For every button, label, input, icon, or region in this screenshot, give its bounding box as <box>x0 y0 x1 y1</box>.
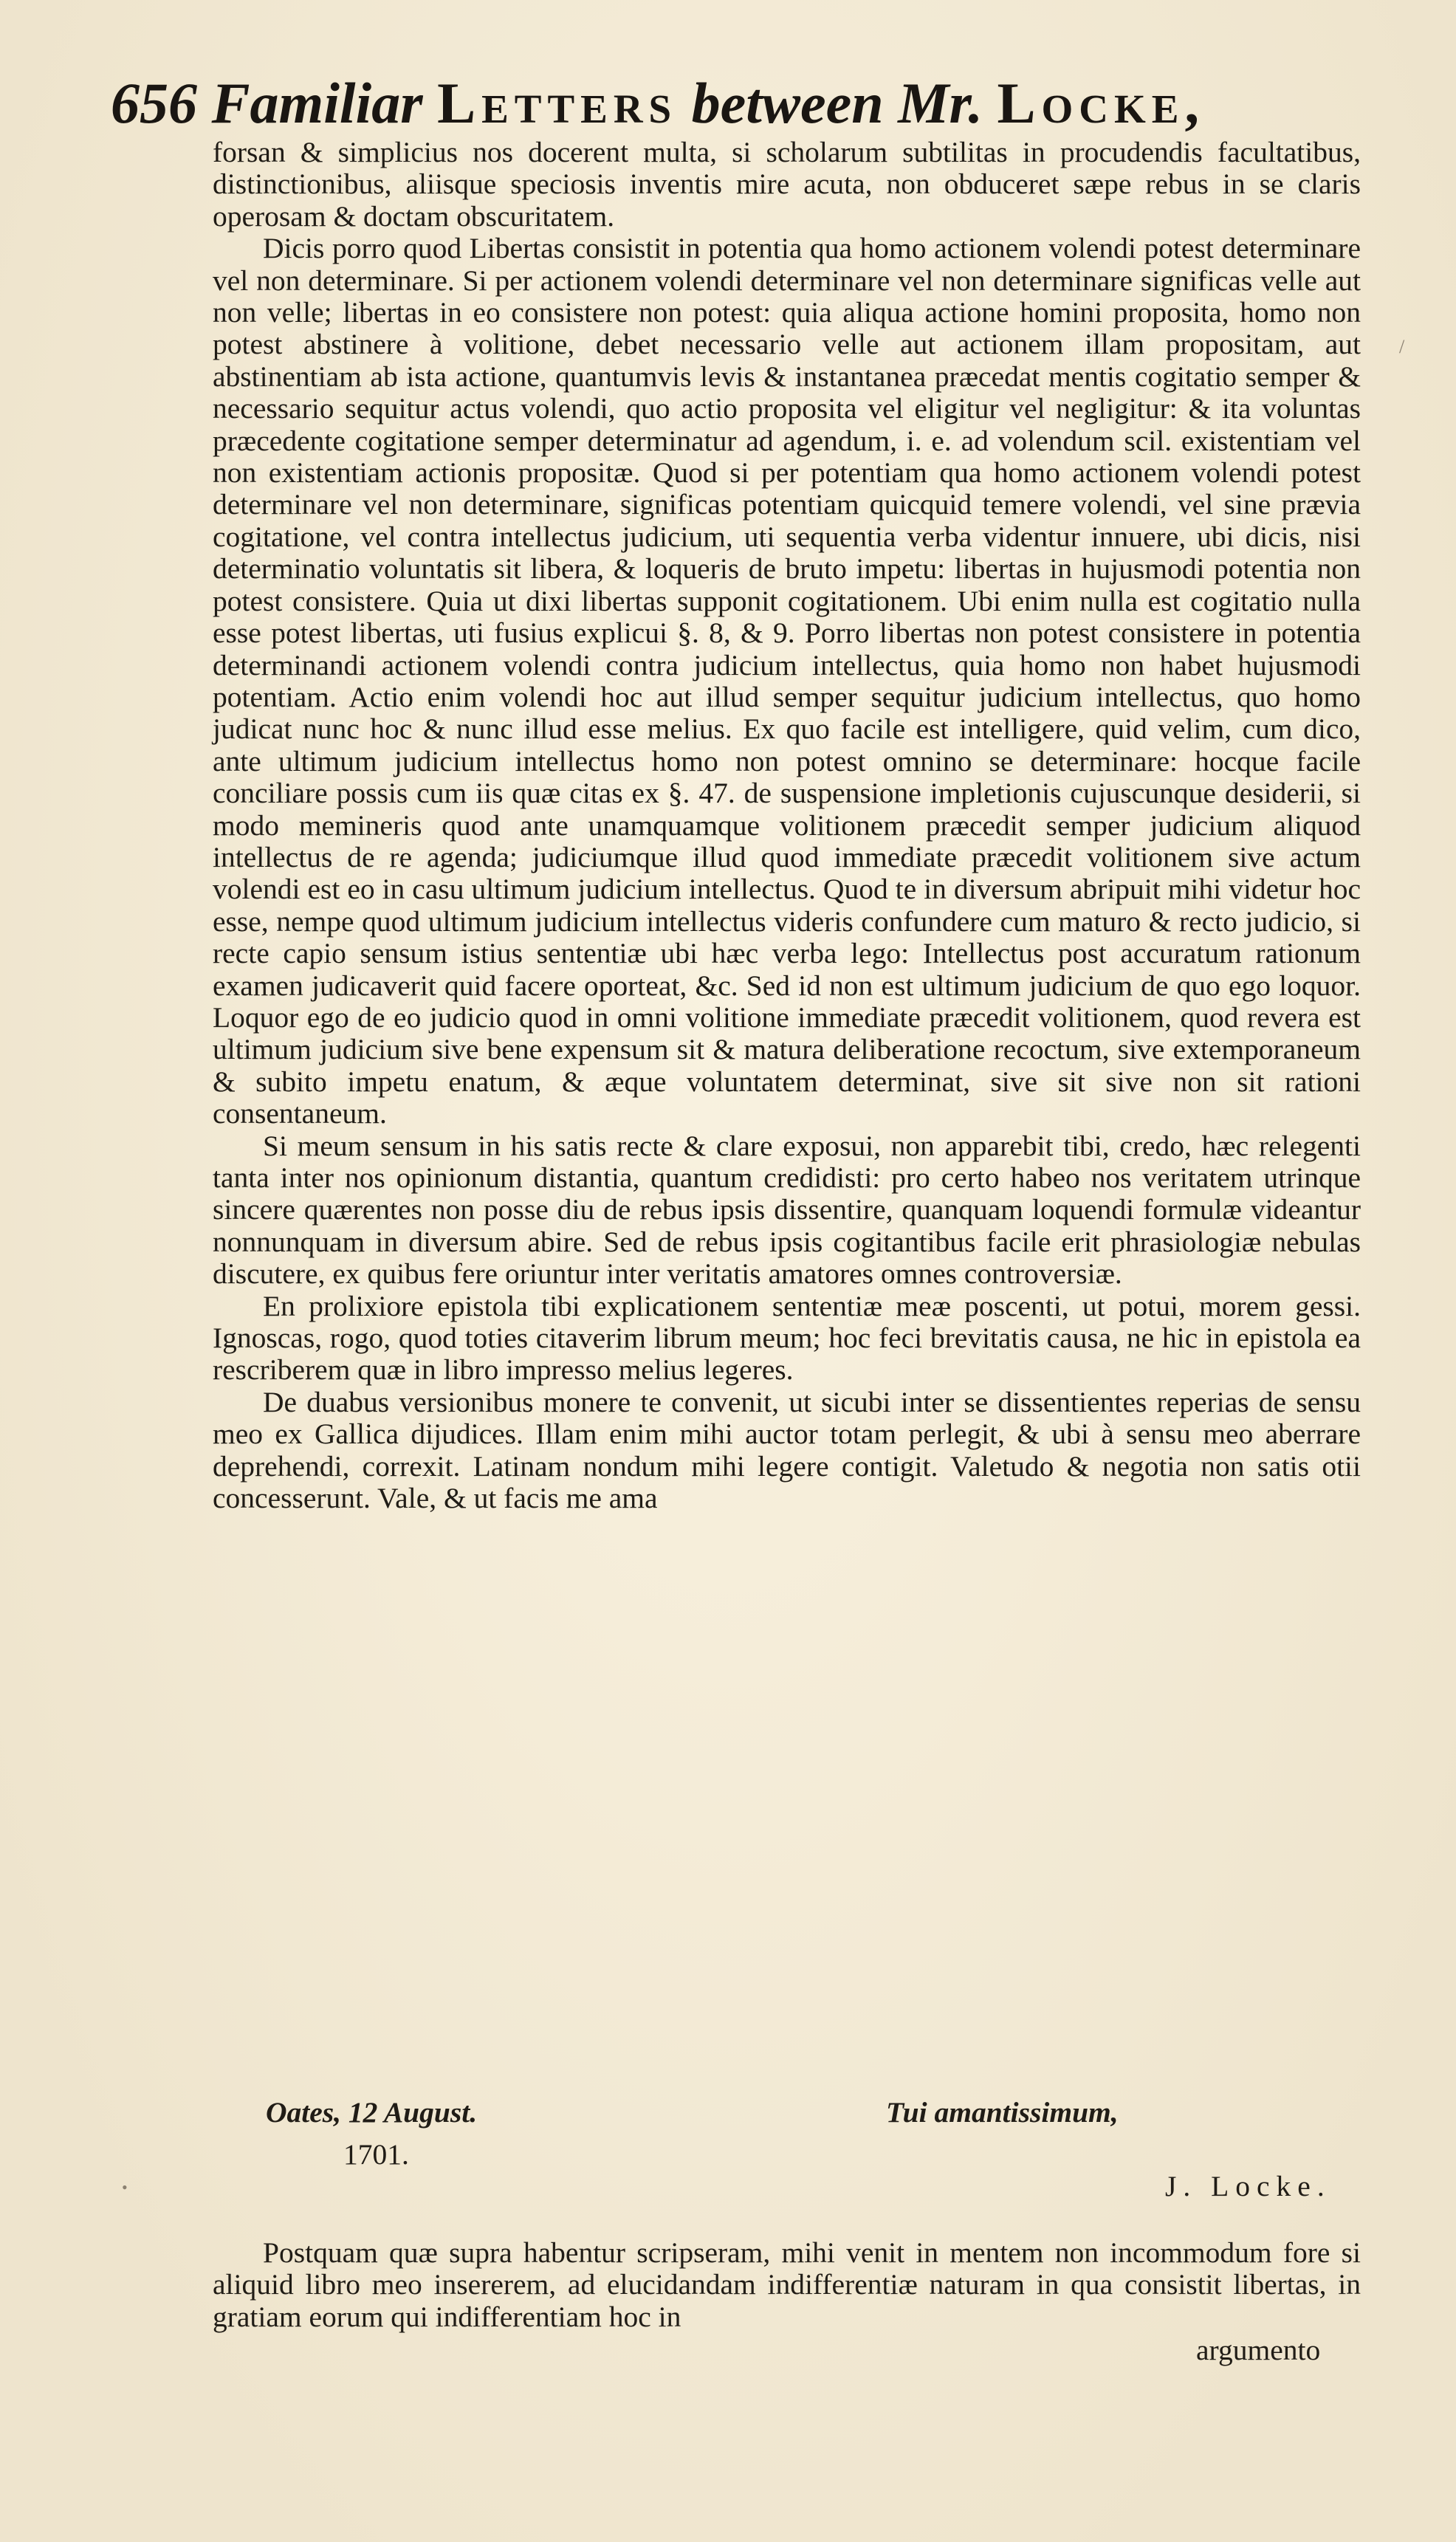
letter-body <box>213 137 1361 1514</box>
signoff-name: J. Locke. <box>1165 2170 1331 2202</box>
header-word-locke: Locke, <box>997 71 1205 135</box>
signoff-place-date: Oates, 12 August. <box>266 2096 478 2129</box>
paragraph-4: En prolixiore epistola tibi explicationem sententiæ meæ poscenti, ut potui, morem gessi. Ignoscas, rogo, quod toties citaverim librum meum; hoc feci brevitatis causa, ne hic in epistola ea rescriberem quæ in libro impresso melius legeres. <box>213 1289 1361 1387</box>
postscript-paragraph: Postquam quæ supra habentur scripseram, mihi venit in mentem non incommodum fore si aliquid libro meo insererem, ad elucidandam indifferentiæ naturam in qua consistit libertas, in gratiam eorum qui indifferentiam hoc in <box>213 2236 1361 2333</box>
margin-mark: / <box>1399 336 1405 357</box>
paragraph-1: forsan & simplicius nos docerent multa, si scholarum subtilitas in procudendis facultatibus, distinctionibus, aliisque speciosis inventis mire acuta, non obduceret sæpe rebus in se claris operosam & doctam obscuritatem. <box>213 136 1361 233</box>
header-word-familiar: Familiar <box>211 71 423 135</box>
page-number: 656 <box>111 71 197 135</box>
catchword: argumento <box>1196 2334 1321 2366</box>
header-word-between: between <box>691 71 884 135</box>
paragraph-3: Si meum sensum in his satis recte & clare exposui, non apparebit tibi, credo, hæc relegenti tanta inter nos opinionum distantia, quantum credidisti: pro certo habeo nos veritatem utrinque sincere quærentes non posse diu de rebus ipsis dissentire, quanquam loquendi formulæ videantur nonnunquam in diversum abire. Sed de rebus ipsis cogitantibus facile erit phrasiologiæ nebulas discutere, ex quibus fere oriuntur inter veritatis amatores omnes controversiæ. <box>213 1129 1361 1291</box>
paragraph-2: Dicis porro quod Libertas consistit in potentia qua homo actionem volendi potest determinare vel non determinare. Si per actionem volendi determinare vel non determinare significas velle aut non velle; libertas in eo consistere non potest: quia aliqua actione homini proposita, homo non potest abstinere à volitione, debet necessario velle aut actionem illam propositam, aut abstinentiam ab ista actione, quantumvis levis & instantanea præcedat mentis cogitatio semper & necessario sequitur actus volendi, quo actio proposita vel eligitur vel negligitur: & ita voluntas præcedente cogitatione semper determinatur ad agendum, i. e. ad volendum scil. existentiam vel non existentiam actionis propositæ. Quod si per potentiam qua homo actionem volendi potest determinare vel non determinare, significas potentiam quicquid temere volendi, vel sine prævia cogitatione, vel contra intellectus judicium, uti sequentia verba videntur innuere, ubi dicis, nisi determinatio voluntatis sit libera, & loqueris de bruto impetu: libertas in hujusmodi potentia non potest consistere. Quia ut dixi libertas supponit cogitationem. Ubi enim nulla est cogitatio nulla esse potest libertas, uti fusius explicui §. 8, & 9. Porro libertas non potest consistere in potentia determinandi actionem volendi contra judicium intellectus, quia homo non habet hujusmodi potentiam. Actio enim volendi hoc aut illud semper sequitur judicium intellectus, quo homo judicat nunc hoc & nunc illud esse melius. Ex quo facile est intelligere, quid velim, cum dico, ante ultimum judicium intellectus homo non potest omnino se determinare: hocque facile conciliare possis cum iis quæ citas ex §. 47. de suspensione impletionis cujuscunque desiderii, si modo memineris quod ante unamquamque volitionem præcedit semper judicium aliquod intellectus de re agenda; judiciumque illud quod immediate præcedit volitionem sive actum volendi est eo in casu ultimum judicium intellectus. Quod te in diversum abripuit mihi videtur hoc esse, nempe quod ultimum judicium intellectus videris confundere cum maturo & recto judicio, si recte capio sensum istius sententiæ ubi hæc verba lego: Intellectus post accuratum rationum examen judicaverit quid facere oporteat, &c. Sed id non est ultimum judicium de quo ego loquor. Loquor ego de eo judicio quod in omni volitione immediate præcedit volitionem, quod revera est ultimum judicium sive bene expensum sit & matura deliberatione recoctum, sive extemporaneum & subito impetu enatum, & æque voluntatem determinat, sive sit sive non sit rationi consentaneum. <box>213 232 1361 1130</box>
header-word-letters: Letters <box>437 71 678 135</box>
header-word-mr: Mr. <box>898 71 983 135</box>
margin-dot: • <box>122 2178 128 2196</box>
paragraph-5: De duabus versionibus monere te convenit, ut sicubi inter se dissentientes reperias de sensu meo ex Gallica dijudices. Illam enim mihi auctor totam perlegit, & ubi à sensu meo aberrare deprehendi, correxit. Latinam nondum mihi legere contigit. Valetudo & negotia non satis otii concesserunt. Vale, & ut facis me ama <box>213 1385 1361 1515</box>
running-header <box>111 66 1381 140</box>
postscript <box>213 2237 1361 2333</box>
signoff-year: 1701. <box>343 2138 409 2171</box>
signoff-closing: Tui amantissimum, <box>886 2096 1119 2129</box>
